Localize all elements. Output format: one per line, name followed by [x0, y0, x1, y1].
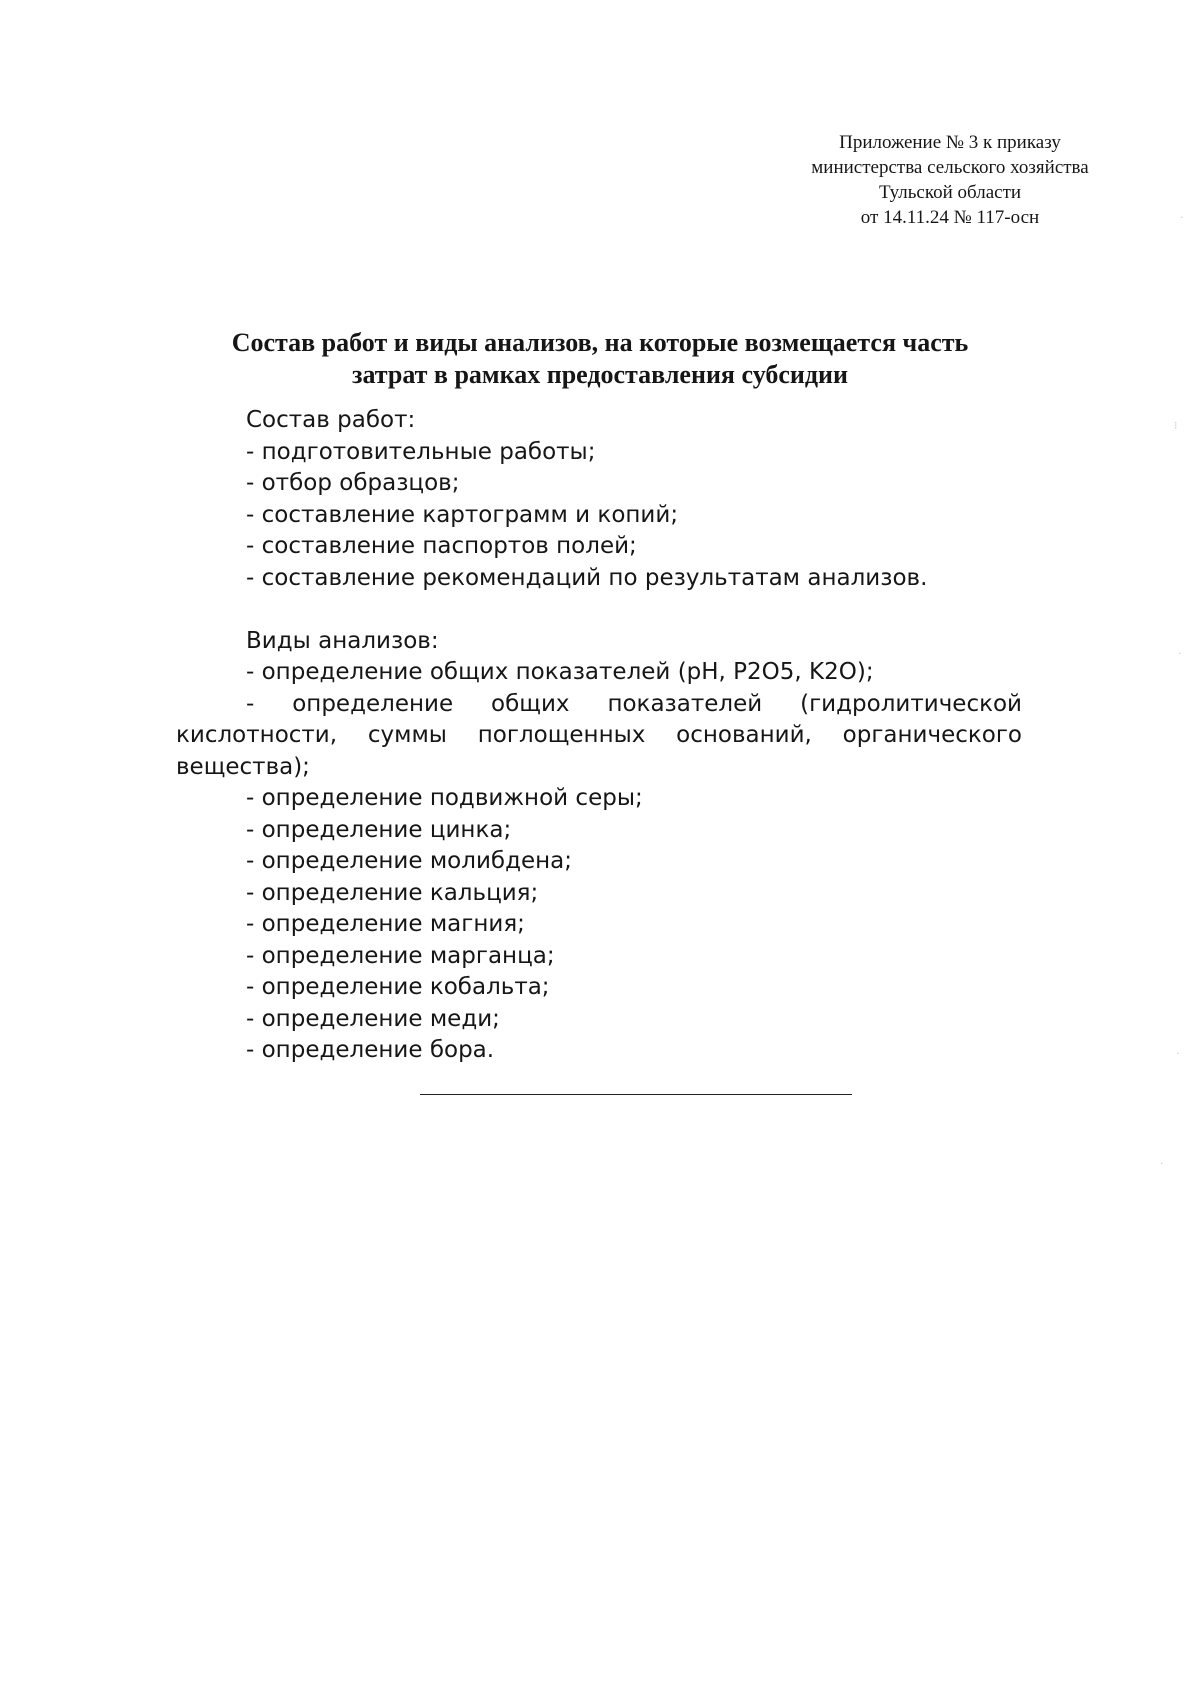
analyses-item-multiline: - определение общих показателей (гидролитической кислотности, суммы поглощенных оснований, органического вещества);	[176, 690, 1022, 780]
title-line-1: Состав работ и виды анализов, на которые возмещается часть	[231, 328, 969, 357]
analyses-item: - определение марганца;	[246, 942, 555, 969]
analyses-item: - определение магния;	[246, 911, 525, 937]
works-item: - составление картограмм и копий;	[246, 501, 679, 528]
paragraph-gap	[176, 594, 1022, 626]
analyses-item: - определение кальция;	[246, 879, 539, 906]
document-body	[176, 405, 1022, 1067]
appendix-line-1: Приложение № 3 к приказу	[839, 132, 1061, 153]
scan-speck: ·	[1160, 1157, 1164, 1170]
scan-speck: ·	[1176, 1047, 1180, 1060]
title-line-2: затрат в рамках предоставления субсидии	[352, 360, 848, 389]
closing-rule	[420, 1094, 852, 1095]
works-item: - составление рекомендаций по результатам анализов.	[246, 564, 928, 591]
analyses-item: - определение подвижной серы;	[246, 785, 643, 811]
analyses-item: - определение молибдена;	[246, 848, 573, 874]
scan-speck: ·	[1180, 211, 1184, 224]
scan-speck: ⁝	[1174, 419, 1178, 432]
appendix-line-3: Тульской области	[878, 182, 1022, 203]
appendix-line-2: министерства сельского хозяйства	[811, 157, 1089, 178]
analyses-item: - определение бора.	[246, 1037, 495, 1063]
appendix-line-4: от 14.11.24 № 117-осн	[860, 207, 1040, 228]
analyses-item: - определение цинка;	[246, 816, 512, 843]
document-title	[160, 327, 1040, 391]
works-item: - отбор образцов;	[246, 470, 460, 496]
analyses-item: - определение общих показателей (pH, P2O5, K2O);	[246, 659, 874, 685]
works-item: - подготовительные работы;	[246, 438, 596, 465]
works-heading: Состав работ:	[246, 407, 416, 433]
scan-speck: ·	[1178, 647, 1182, 660]
works-item: - составление паспортов полей;	[246, 533, 637, 559]
analyses-item: - определение меди;	[246, 1005, 500, 1032]
appendix-header	[770, 130, 1130, 230]
analyses-item: - определение кобальта;	[246, 974, 550, 1000]
analyses-heading: Виды анализов:	[246, 627, 439, 654]
